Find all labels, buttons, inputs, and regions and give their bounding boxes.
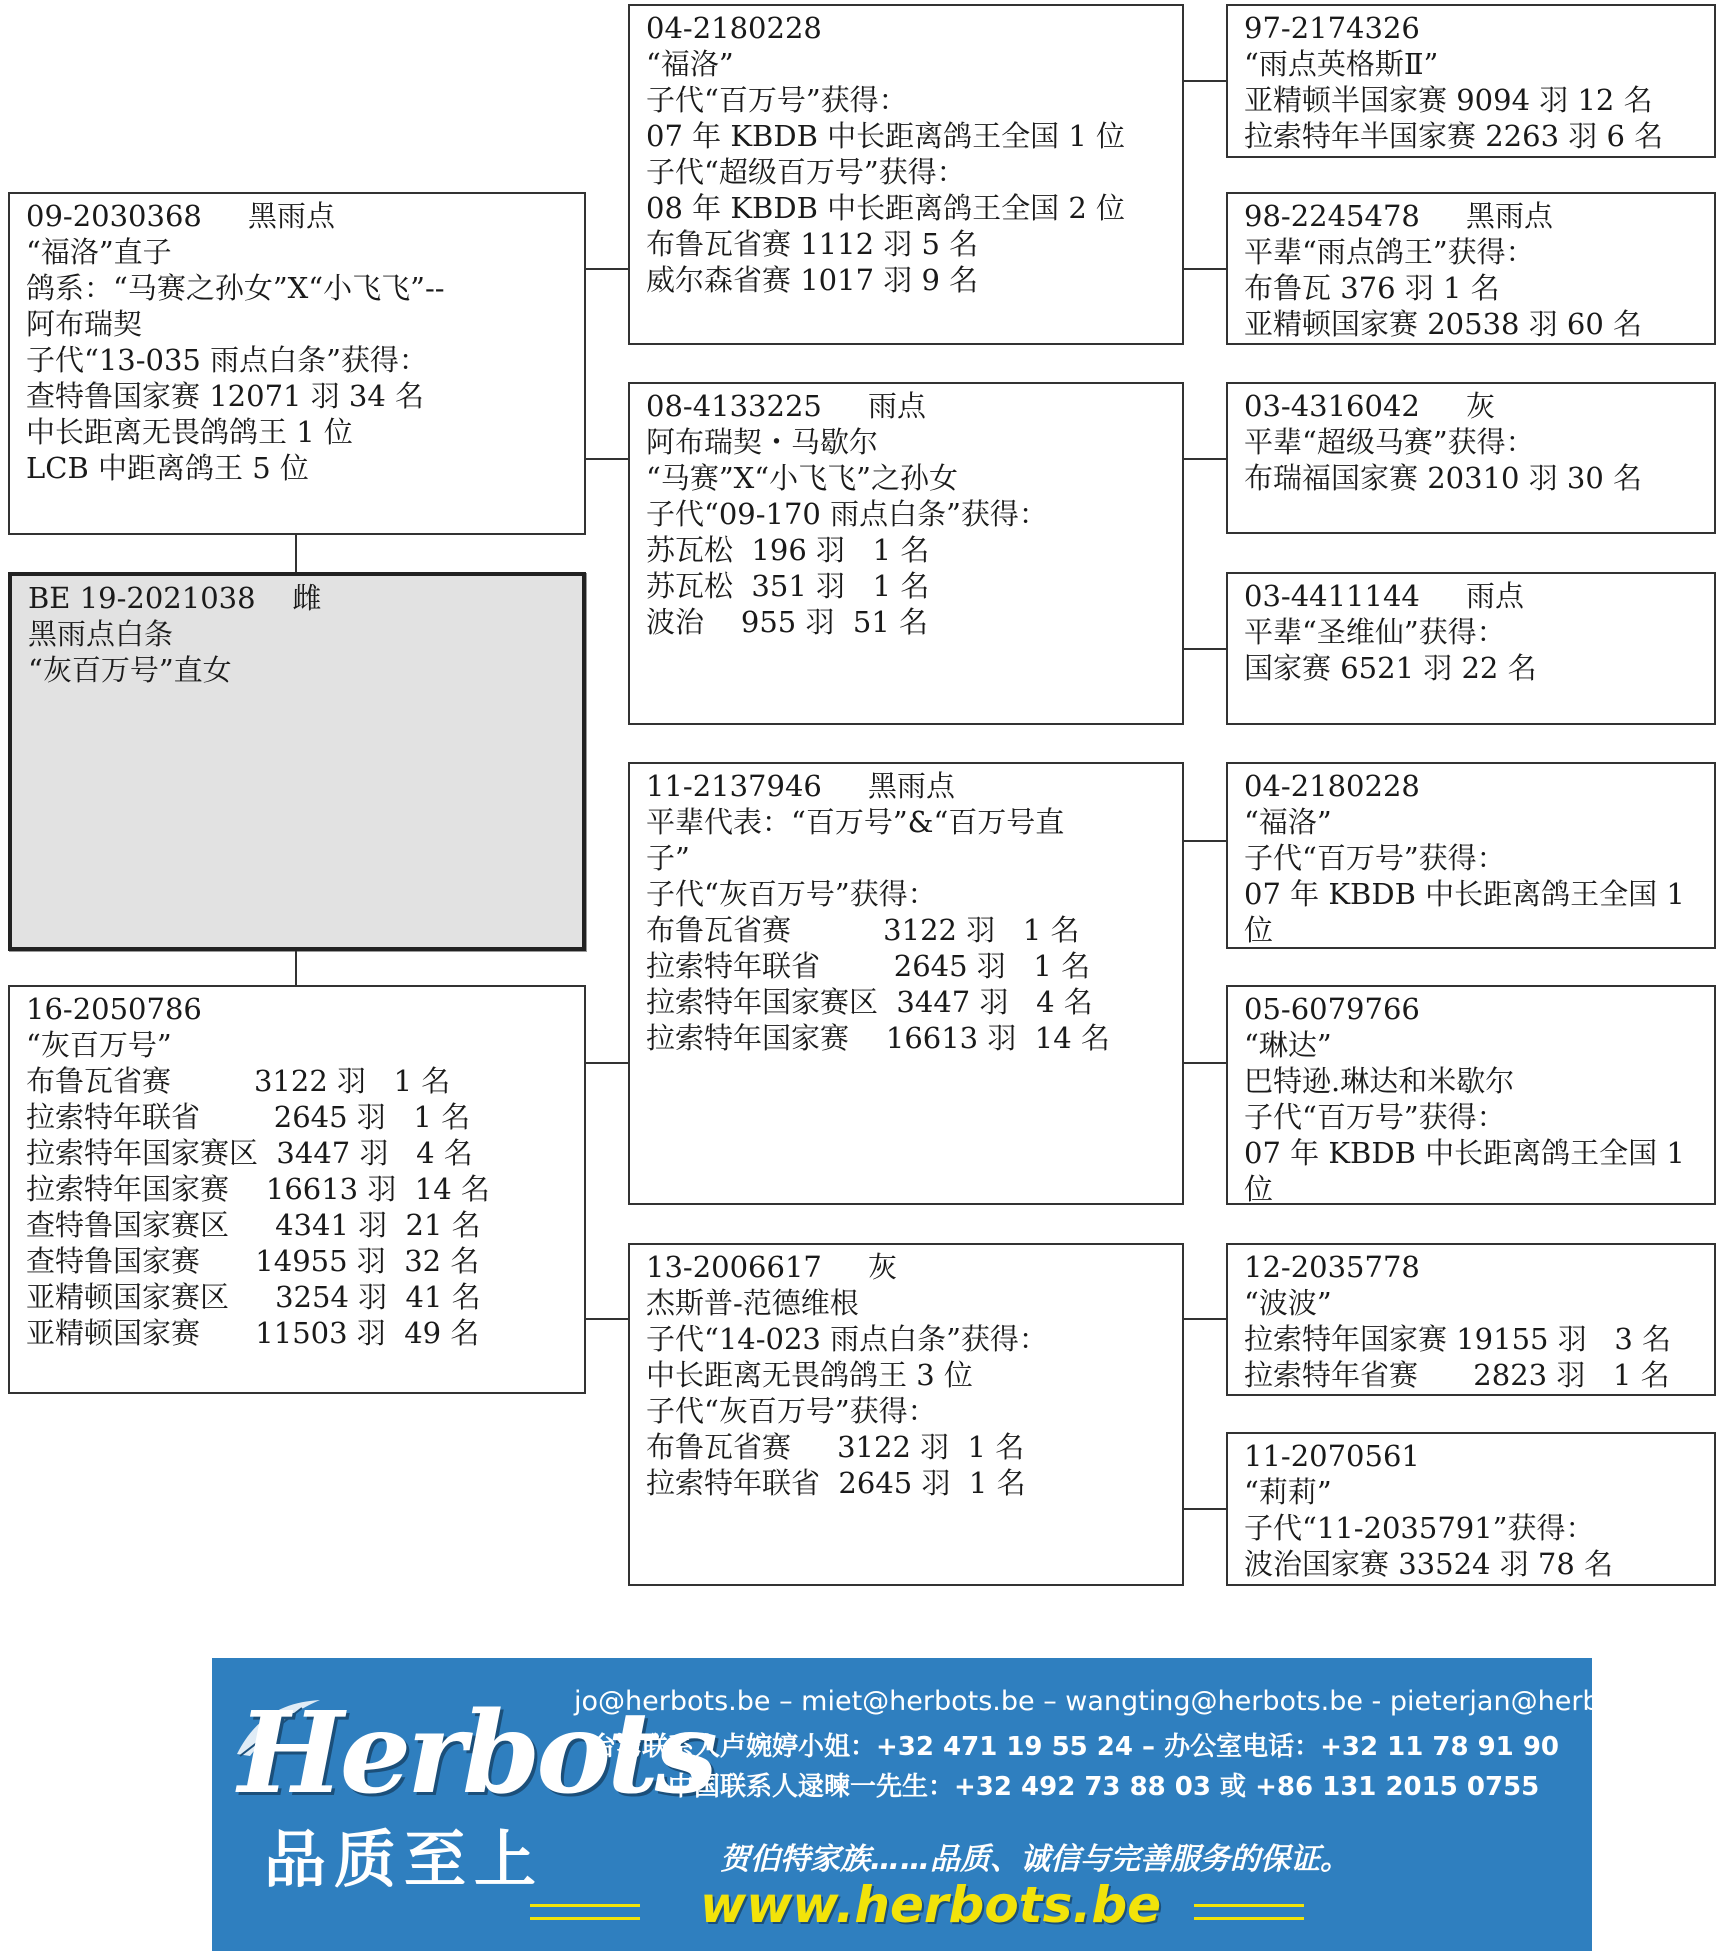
info-line: 子代“13-035 雨点白条”获得： [26, 343, 428, 377]
info-line: 子代“11-2035791”获得： [1244, 1511, 1595, 1545]
sire-card [8, 192, 586, 535]
info-line: 平辈代表：“百万号”&“百万号直 [646, 805, 1065, 839]
info-line: 子代“14-023 雨点白条”获得： [646, 1322, 1048, 1356]
info-line: 中长距离无畏鸽鸽王 1 位 [26, 415, 353, 449]
info-line: 威尔森省赛 1017 羽 9 名 [646, 263, 979, 297]
info-line: 布鲁瓦省赛 3122 羽 1 名 [646, 1430, 1025, 1464]
info-line: 07 年 KBDB 中长距离鸽王全国 1 [1244, 1136, 1685, 1170]
dsd-card [1226, 985, 1716, 1205]
info-line: “波波” [1244, 1286, 1332, 1320]
connector [1184, 1318, 1226, 1320]
connector [1184, 80, 1226, 82]
info-line: 拉索特年半国家赛 2263 羽 6 名 [1244, 119, 1664, 153]
info-line: 子代“超级百万号”获得： [646, 155, 966, 189]
contact-emails[interactable]: jo@herbots.be – miet@herbots.be – wangting@herbots.be - pieterjan@herbots.be [574, 1686, 1684, 1717]
dds-card [1226, 1243, 1716, 1396]
ring-number: 12-2035778 [1244, 1250, 1420, 1284]
dam-dam-card [628, 1243, 1184, 1586]
info-line: 子代“灰百万号”获得： [646, 877, 937, 911]
info-line: “福洛” [1244, 805, 1332, 839]
info-line: 波治 955 羽 51 名 [646, 605, 928, 639]
connector [1184, 1062, 1226, 1064]
info-line: “琳达” [1244, 1028, 1332, 1062]
ring-number: 09-2030368 黑雨点 [26, 199, 335, 233]
info-line: 苏瓦松 351 羽 1 名 [646, 569, 930, 603]
connector [586, 1062, 628, 1064]
info-line: 布瑞福国家赛 20310 羽 30 名 [1244, 461, 1643, 495]
info-line: 子代“百万号”获得： [1244, 841, 1506, 875]
connector [295, 951, 297, 985]
info-line: 鸽系：“马赛之孙女”X“小飞飞”-- [26, 271, 445, 305]
info-line: 子代“百万号”获得： [646, 83, 908, 117]
info-line: 杰斯普-范德维根 [646, 1286, 859, 1320]
info-line: 拉索特年联省 2645 羽 1 名 [646, 1466, 1026, 1500]
info-line: 拉索特年联省 2645 羽 1 名 [26, 1100, 471, 1134]
connector [1184, 648, 1226, 650]
dam-card [8, 985, 586, 1394]
ring-number: 08-4133225 雨点 [646, 389, 926, 423]
ring-number: 03-4316042 灰 [1244, 389, 1495, 423]
ring-number: 04-2180228 [1244, 769, 1420, 803]
info-line: 拉索特年国家赛 16613 羽 14 名 [646, 1021, 1110, 1055]
tagline: 贺伯特家族……品质、诚信与完善服务的保证。 [720, 1842, 1350, 1877]
ddd-card [1226, 1432, 1716, 1586]
info-line: 位 [1244, 1172, 1274, 1206]
ring-number: 13-2006617 灰 [646, 1250, 897, 1284]
info-line: “灰百万号” [26, 1028, 172, 1062]
info-line: 查特鲁国家赛区 4341 羽 21 名 [26, 1208, 481, 1242]
connector [586, 458, 628, 460]
sdd-card [1226, 572, 1716, 725]
info-line: 波治国家赛 33524 羽 78 名 [1244, 1547, 1614, 1581]
dam-sire-card [628, 762, 1184, 1205]
info-line: 子代“灰百万号”获得： [646, 1394, 937, 1428]
connector [1184, 1508, 1226, 1510]
info-line: 查特鲁国家赛 12071 羽 34 名 [26, 379, 425, 413]
info-line: 布鲁瓦 376 羽 1 名 [1244, 271, 1500, 305]
info-line: “雨点英格斯Ⅱ” [1244, 47, 1439, 81]
info-line: 阿布瑞契・马歇尔 [646, 425, 879, 459]
ring-number: 04-2180228 [646, 11, 822, 45]
info-line: 拉索特年省赛 2823 羽 1 名 [1244, 1358, 1670, 1392]
info-line: 巴特逊.琳达和米歇尔 [1244, 1064, 1515, 1098]
ring-number: 16-2050786 [26, 992, 202, 1026]
ring-number: 03-4411144 雨点 [1244, 579, 1524, 613]
info-line: 布鲁瓦省赛 1112 羽 5 名 [646, 227, 979, 261]
info-line: 亚精顿国家赛区 3254 羽 41 名 [26, 1280, 481, 1314]
connector [1184, 268, 1226, 270]
decorative-double-line [1194, 1904, 1304, 1920]
info-line: 拉索特年国家赛 16613 羽 14 名 [26, 1172, 490, 1206]
connector [586, 268, 628, 270]
info-line: 平辈“超级马赛”获得： [1244, 425, 1535, 459]
info-line: “福洛” [646, 47, 734, 81]
info-line: 亚精顿国家赛 20538 羽 60 名 [1244, 307, 1643, 341]
info-line: 位 [1244, 913, 1274, 947]
ring-number: 11-2070561 [1244, 1439, 1420, 1473]
decorative-double-line [530, 1904, 640, 1920]
info-line: 拉索特年国家赛区 3447 羽 4 名 [646, 985, 1093, 1019]
subject-card [8, 572, 586, 951]
sss-card [1226, 4, 1716, 158]
sds-card [1226, 382, 1716, 534]
info-line: 平辈“圣维仙”获得： [1244, 615, 1506, 649]
info-line: “福洛”直子 [26, 235, 172, 269]
sire-dam-card [628, 382, 1184, 725]
connector [586, 1318, 628, 1320]
info-line: 子代“09-170 雨点白条”获得： [646, 497, 1048, 531]
china-contact: 中国联系人逯暕一先生：+32 492 73 88 03 或 +86 131 2015 0755 [668, 1772, 1540, 1802]
info-line: 布鲁瓦省赛 3122 羽 1 名 [26, 1064, 451, 1098]
info-line: 亚精顿国家赛 11503 羽 49 名 [26, 1316, 480, 1350]
info-line: “马赛”X“小飞飞”之孙女 [646, 461, 958, 495]
info-line: “灰百万号”直女 [28, 653, 232, 687]
info-line: 中长距离无畏鸽鸽王 3 位 [646, 1358, 973, 1392]
ring-number: 11-2137946 黑雨点 [646, 769, 955, 803]
info-line: 阿布瑞契 [26, 307, 143, 341]
ring-number: BE 19-2021038 雌 [28, 581, 322, 615]
info-line: 07 年 KBDB 中长距离鸽王全国 1 [1244, 877, 1685, 911]
info-line: 查特鲁国家赛 14955 羽 32 名 [26, 1244, 480, 1278]
taiwan-contact: 台湾联系人卢婉婷小姐：+32 471 19 55 24 – 办公室电话：+32 11 78 91 90 [590, 1732, 1559, 1762]
connector [1184, 840, 1226, 842]
info-line: 子” [646, 841, 690, 875]
info-line: 布鲁瓦省赛 3122 羽 1 名 [646, 913, 1080, 947]
info-line: 子代“百万号”获得： [1244, 1100, 1506, 1134]
connector [1184, 458, 1226, 460]
dss-card [1226, 762, 1716, 949]
info-line: 苏瓦松 196 羽 1 名 [646, 533, 930, 567]
info-line: 国家赛 6521 羽 22 名 [1244, 651, 1537, 685]
info-line: 拉索特年国家赛区 3447 羽 4 名 [26, 1136, 473, 1170]
ssd-card [1226, 192, 1716, 345]
slogan: 品质至上 [264, 1823, 545, 1896]
info-line: 07 年 KBDB 中长距离鸽王全国 1 位 [646, 119, 1125, 153]
herbots-logo: Herbots [238, 1688, 714, 1819]
ring-number: 05-6079766 [1244, 992, 1420, 1026]
ring-number: 97-2174326 [1244, 11, 1420, 45]
info-line: LCB 中距离鸽王 5 位 [26, 451, 309, 485]
info-line: 平辈“雨点鸽王”获得： [1244, 235, 1535, 269]
herbots-banner [212, 1658, 1684, 1951]
info-line: “莉莉” [1244, 1475, 1332, 1509]
info-line: 08 年 KBDB 中长距离鸽王全国 2 位 [646, 191, 1125, 225]
ring-number: 98-2245478 黑雨点 [1244, 199, 1553, 233]
website-link[interactable]: www.herbots.be [700, 1876, 1162, 1934]
info-line: 亚精顿半国家赛 9094 羽 12 名 [1244, 83, 1653, 117]
info-line: 拉索特年国家赛 19155 羽 3 名 [1244, 1322, 1672, 1356]
connector [295, 535, 297, 572]
sire-sire-card [628, 4, 1184, 345]
info-line: 拉索特年联省 2645 羽 1 名 [646, 949, 1091, 983]
info-line: 黑雨点白条 [28, 617, 174, 651]
